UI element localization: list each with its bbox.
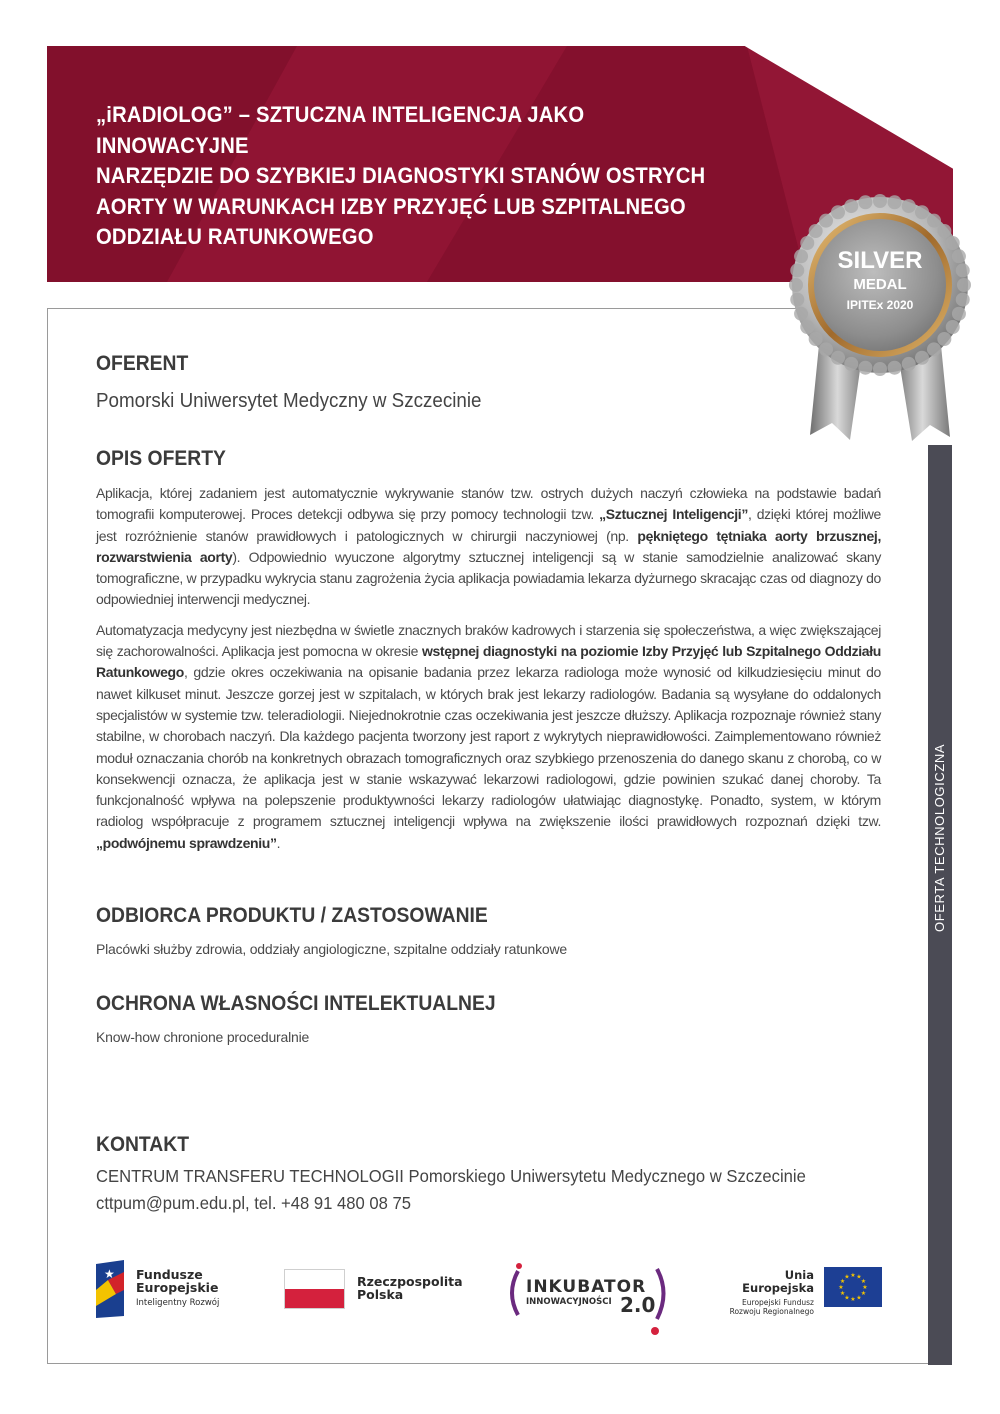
page-title (96, 100, 740, 253)
fe-emblem-icon (94, 1260, 126, 1318)
text-run: ). Odpowiednio wyuczone algorytmy sztucznej inteligencji są w stanie samodzielnie analizować skany tomograficzne, w przypadku wykrycia stanu zagrożenia życia aplikacja powiadamia lekarza dyżurnego skracając czas od diagnozy do odpowiedniej interwencji medycznej. (96, 548, 881, 608)
odbiorca-value: Placówki służby zdrowia, oddziały angiologiczne, szpitalne oddziały ratunkowe (96, 941, 567, 957)
ochrona-section (96, 992, 881, 1045)
opis-paragraph-2 (96, 620, 881, 854)
medal-line3: IPITEx 2020 (846, 298, 914, 312)
svg-text:★: ★ (860, 1278, 867, 1285)
odbiorca-heading: ODBIORCA PRODUKTU / ZASTOSOWANIE (96, 904, 488, 927)
text-run: , gdzie okres oczekiwania na opisanie badania przez lekarza radiologa może wynosić od kilkudziesięciu minut do nawet kilkuset minut. Jeszcze gorzej jest w szpitalach, w których brak jest lekarzy radiologów. Badania są wysyłane do oddalonych specjalistów w systemie tzw. teleradiologii. Niejednokrotnie czas oczekiwania jest jeszcze dłuższy. Aplikacja rozpoznaje również stany stabilne, w chorobach naczyń. Dla każdego pacjenta tworzony jest raport z wykrytych nieprawidłowości. Zaimplementowano również moduł oznaczania chorób na konkretnych obrazach tomograficznych oraz szybkiego przenoszenia do danego skanu z chorobą, co w konsekwencji oznacza, że aplikacja jest w stanie wskazywać lekarzowi radiologowi, gdzie powinien szukać danej choroby. Ta funkcjonalność wpływa na polepszenie produktywności lekarzy radiologów ułatwiając diagnostykę. Ponadto, system, w którym radiolog współpracuje z programem sztucznej inteligencji wpływa na zwiększenie ilości prawidłowych rozpoznań dzięki tzw. (96, 664, 881, 830)
kontakt-line1: CENTRUM TRANSFERU TECHNOLOGII Pomorskiego Uniwersytetu Medycznego w Szczecinie (96, 1166, 806, 1186)
svg-text:★: ★ (104, 1267, 115, 1281)
rzeczpospolita-logo (284, 1269, 474, 1314)
fe-line2: Europejskie (136, 1280, 219, 1295)
fe-line1: Fundusze (136, 1267, 203, 1282)
svg-text:★: ★ (839, 1278, 846, 1285)
medal-line1: SILVER (837, 247, 923, 274)
svg-text:★: ★ (860, 1290, 867, 1297)
bold-run: wstępnej diagnostyki na poziomie Izby Przyjęć lub Szpitalnego Oddziału Ratunkowego (96, 643, 881, 681)
svg-text:★: ★ (844, 1273, 850, 1281)
fe-sub: Inteligentny Rozwój (136, 1298, 220, 1308)
oferent-value: Pomorski Uniwersytet Medyczny w Szczecinie (96, 390, 482, 412)
ue-line1: Unia Europejska (742, 1268, 814, 1295)
fundusze-europejskie-logo (94, 1260, 244, 1320)
inkubator-logo (504, 1255, 674, 1340)
ink-number: 2.0 (620, 1293, 656, 1317)
opis-heading: OPIS OFERTY (96, 447, 226, 470)
svg-text:★: ★ (839, 1290, 846, 1297)
opis-section (96, 447, 881, 854)
svg-text:★: ★ (850, 1272, 856, 1279)
rp-line2: Polska (357, 1287, 404, 1302)
medal-line2: MEDAL (853, 276, 907, 293)
svg-text:★: ★ (850, 1296, 856, 1303)
ochrona-value: Know-how chronione proceduralnie (96, 1029, 310, 1045)
funding-logos (94, 1255, 884, 1340)
text-run: Automatyzacja medycyny jest niezbędna w świetle znacznych braków kadrowych i starzenia się społeczeństwa, a więc zwiększającej się zachorowalności. Aplikacja jest pomocna w okresie (96, 621, 881, 660)
svg-text:★: ★ (856, 1273, 862, 1281)
opis-paragraph-1 (96, 483, 881, 611)
bold-run: „podwójnemu sprawdzeniu” (96, 834, 277, 851)
oferent-heading: OFERENT (96, 352, 189, 375)
ue-sub2: Rozwoju Regionalnego (729, 1307, 814, 1316)
text-run: . (276, 834, 281, 851)
oferent-section (96, 352, 881, 413)
title-line: NARZĘDZIE DO SZYBKIEJ DIAGNOSTYKI STANÓW OSTRYCH (96, 163, 706, 188)
ue-sub1: Europejski Fundusz (742, 1298, 814, 1307)
svg-text:★: ★ (856, 1294, 862, 1302)
ink-line1: INKUBATOR (526, 1277, 647, 1297)
eu-flag-icon (824, 1267, 882, 1307)
silver-medal-badge (780, 185, 980, 455)
bold-run: „Sztucznej Inteligencji” (599, 506, 748, 523)
title-line: ODDZIAŁU RATUNKOWEGO (96, 224, 374, 249)
rp-line1: Rzeczpospolita (357, 1274, 463, 1289)
ink-line2: INNOWACYJNOŚCI (526, 1297, 612, 1307)
unia-europejska-logo (710, 1267, 885, 1317)
kontakt-section (96, 1133, 881, 1217)
odbiorca-section (96, 904, 881, 957)
svg-text:★: ★ (844, 1294, 850, 1302)
text-run: Aplikacja, której zadaniem jest automatycznie wykrywanie stanów tzw. ostrych dużych naczyń człowieka na podstawie badań tomografii komputerowej. Proces detekcji odbywa się przy pomocy technologii tzw. (96, 485, 881, 523)
title-line: „iRADIOLOG” – SZTUCZNA INTELIGENCJA JAKO INNOWACYJNE (96, 102, 585, 158)
kontakt-email-phone[interactable]: cttpum@pum.edu.pl, tel. +48 91 480 08 75 (96, 1193, 411, 1213)
title-line: AORTY W WARUNKACH IZBY PRZYJĘĆ LUB SZPITALNEGO (96, 193, 686, 219)
svg-text:★: ★ (862, 1284, 868, 1291)
polish-flag-icon (284, 1269, 345, 1309)
kontakt-heading: KONTAKT (96, 1133, 190, 1156)
svg-text:★: ★ (838, 1284, 844, 1291)
bold-run: pękniętego tętniaka aorty brzusznej, rozwarstwienia aorty (96, 527, 882, 565)
sidebar-label: OFERTA TECHNOLOGICZNA (932, 743, 947, 932)
text-run: , dzięki której możliwe jest rozróżnienie stanów prawidłowych i patologicznych w chirurgii naczyniowej (np. (96, 506, 881, 544)
ochrona-heading: OCHRONA WŁASNOŚCI INTELEKTUALNEJ (96, 992, 496, 1015)
